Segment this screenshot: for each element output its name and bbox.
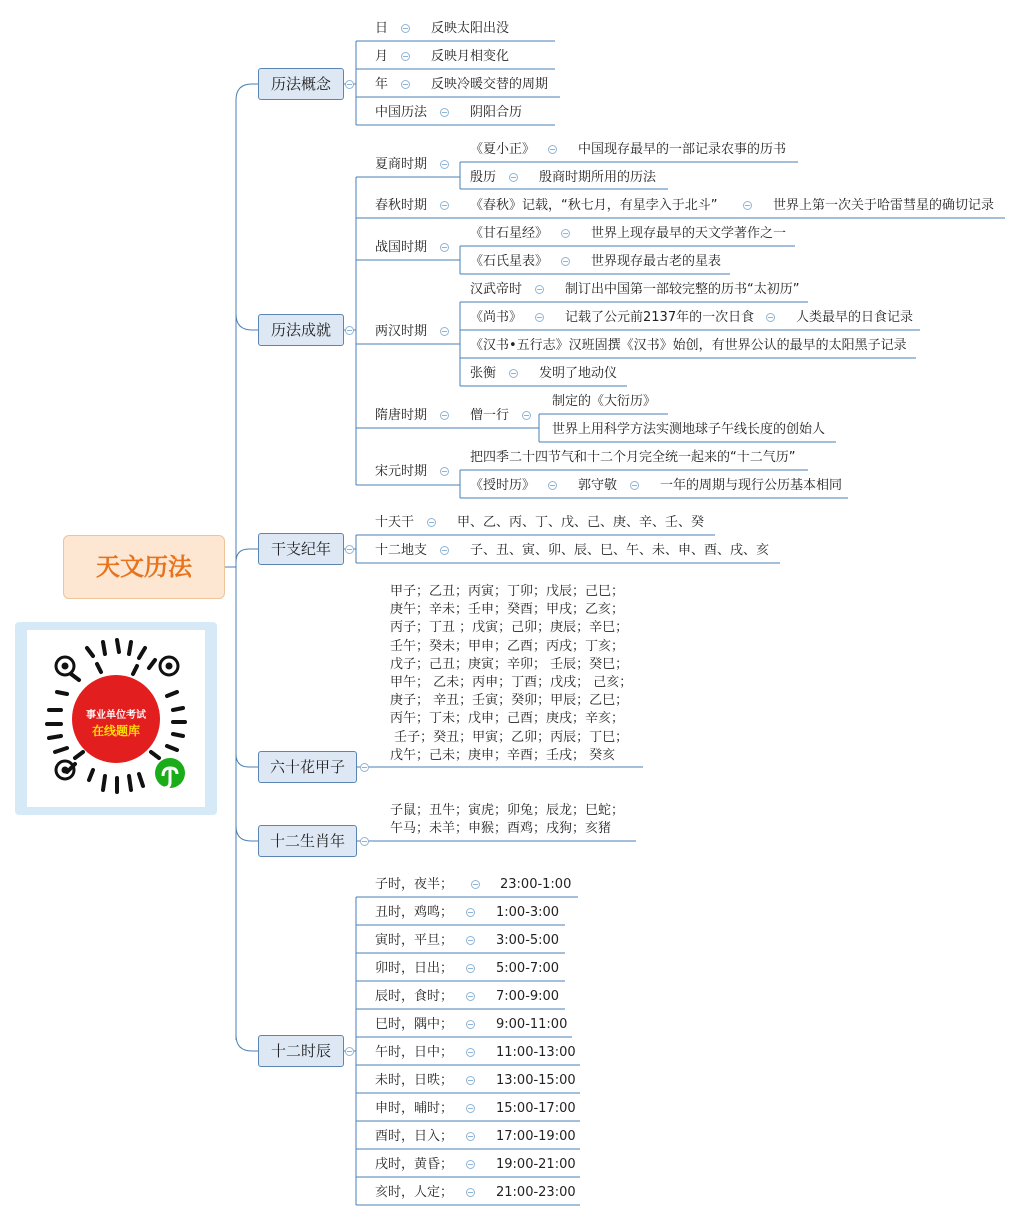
collapse-toggle-icon[interactable] <box>466 1132 475 1141</box>
collapse-toggle-icon[interactable] <box>766 313 775 322</box>
shichen-name[interactable]: 巳时，隅中； <box>375 1017 454 1032</box>
category-zodiac-year[interactable]: 十二生肖年 <box>258 825 357 857</box>
node-hanshu-sunspot[interactable]: 《汉书•五行志》汉班固撰《汉书》始创，有世界公认的最早的太阳黑子记录 <box>470 338 907 353</box>
shichen-name[interactable]: 亥时，人定； <box>375 1185 454 1200</box>
node-twelve-qi-calendar[interactable]: 把四季二十四节气和十二个月完全统一起来的“十二气历” <box>470 450 796 465</box>
node-xiaxiaozheng-desc[interactable]: 中国现存最早的一部记录农事的历书 <box>578 142 787 157</box>
node-han-wudi[interactable]: 汉武帝时 <box>470 282 523 297</box>
collapse-toggle-icon[interactable] <box>440 243 449 252</box>
node-zhang-heng[interactable]: 张衡 <box>470 366 497 381</box>
node-earthly-branches[interactable]: 十二地支 <box>375 543 428 558</box>
node-shangshu-eclipse[interactable]: 记载了公元前2137年的一次日食 <box>565 310 755 325</box>
shichen-name[interactable]: 卯时，日出； <box>375 961 454 976</box>
node-month-desc[interactable]: 反映月相变化 <box>431 49 510 64</box>
collapse-toggle-icon[interactable] <box>466 1020 475 1029</box>
collapse-toggle-icon[interactable] <box>345 1047 354 1056</box>
shichen-time[interactable]: 13:00-15:00 <box>496 1073 576 1088</box>
collapse-toggle-icon[interactable] <box>427 518 436 527</box>
shichen-name[interactable]: 子时，夜半； <box>375 877 454 892</box>
collapse-toggle-icon[interactable] <box>345 545 354 554</box>
collapse-toggle-icon[interactable] <box>466 908 475 917</box>
node-heavenly-stems-list[interactable]: 甲、乙、丙、丁、戊、己、庚、辛、壬、癸 <box>457 515 705 530</box>
node-yixing[interactable]: 僧一行 <box>470 408 510 423</box>
collapse-toggle-icon[interactable] <box>466 1188 475 1197</box>
node-yin-calendar-desc[interactable]: 殷商时期所用的历法 <box>539 170 657 185</box>
shichen-name[interactable]: 酉时，日入； <box>375 1129 454 1144</box>
collapse-toggle-icon[interactable] <box>743 201 752 210</box>
node-day-desc[interactable]: 反映太阳出没 <box>431 21 510 36</box>
node-meridian-measure[interactable]: 世界上用科学方法实测地球子午线长度的创始人 <box>552 422 826 437</box>
node-xiaxiaozheng[interactable]: 《夏小正》 <box>470 142 536 157</box>
node-gan-shi-desc[interactable]: 世界上现存最早的天文学著作之一 <box>591 226 787 241</box>
collapse-toggle-icon[interactable] <box>360 837 369 846</box>
node-spring-autumn[interactable]: 春秋时期 <box>375 198 428 213</box>
collapse-toggle-icon[interactable] <box>630 481 639 490</box>
collapse-toggle-icon[interactable] <box>535 285 544 294</box>
collapse-toggle-icon[interactable] <box>466 936 475 945</box>
category-ganzhi-year[interactable]: 干支纪年 <box>258 533 344 565</box>
shichen-time[interactable]: 1:00-3:00 <box>496 905 560 920</box>
qr-label-top: 事业单位考试 <box>86 710 146 721</box>
collapse-toggle-icon[interactable] <box>509 173 518 182</box>
node-shoushi-desc[interactable]: 一年的周期与现行公历基本相同 <box>660 478 843 493</box>
shichen-time[interactable]: 7:00-9:00 <box>496 989 560 1004</box>
collapse-toggle-icon[interactable] <box>548 481 557 490</box>
node-seismograph[interactable]: 发明了地动仪 <box>539 366 618 381</box>
collapse-toggle-icon[interactable] <box>522 411 531 420</box>
node-gan-shi-star-classic[interactable]: 《甘石星经》 <box>470 226 549 241</box>
node-sixty-jiazi-list[interactable]: 甲子；乙丑；丙寅；丁卯；戊辰；己巳； 庚午；辛未；壬申；癸酉；甲戌；乙亥； 丙子；丁丑 ；戊寅；己卯；庚辰；辛巳； 壬午；癸未；甲申；乙酉；丙戌；丁亥； 戊子；己丑；庚寅；辛卯； 壬辰；癸巳； 甲午； 乙未；丙申；丁酉；戊戌； 己亥； 庚子； 辛丑；壬寅；癸卯；甲辰；乙巳； 丙午；丁未；戊申；己酉；庚戌；辛亥； 壬子；癸丑；甲寅；乙卯；丙辰；丁巳； 戊午；己未；庚申；辛酉；壬戌； 癸亥 <box>390 584 633 763</box>
collapse-toggle-icon[interactable] <box>561 229 570 238</box>
collapse-toggle-icon[interactable] <box>440 160 449 169</box>
collapse-toggle-icon[interactable] <box>440 108 449 117</box>
collapse-toggle-icon[interactable] <box>440 201 449 210</box>
shichen-name[interactable]: 寅时，平旦； <box>375 933 454 948</box>
category-twelve-hours[interactable]: 十二时辰 <box>258 1035 344 1067</box>
node-earliest-eclipse[interactable]: 人类最早的日食记录 <box>796 310 914 325</box>
collapse-toggle-icon[interactable] <box>466 1076 475 1085</box>
shichen-time[interactable]: 5:00-7:00 <box>496 961 560 976</box>
collapse-toggle-icon[interactable] <box>440 467 449 476</box>
node-shoushi-calendar[interactable]: 《授时历》 <box>470 478 536 493</box>
node-year-desc[interactable]: 反映冷暖交替的周期 <box>431 77 549 92</box>
collapse-toggle-icon[interactable] <box>345 326 354 335</box>
node-earthly-branches-list[interactable]: 子、丑、寅、卯、辰、巳、午、未、申、酉、戌、亥 <box>470 543 770 558</box>
collapse-toggle-icon[interactable] <box>561 257 570 266</box>
node-yin-calendar[interactable]: 殷历 <box>470 170 497 185</box>
node-sui-tang[interactable]: 隋唐时期 <box>375 408 428 423</box>
node-day[interactable]: 日 <box>375 21 389 36</box>
node-song-yuan[interactable]: 宋元时期 <box>375 464 428 479</box>
shichen-time[interactable]: 21:00-23:00 <box>496 1185 576 1200</box>
node-xia-shang[interactable]: 夏商时期 <box>375 157 428 172</box>
node-chunqiu-record[interactable]: 《春秋》记载，“秋七月，有星孛入于北斗” <box>470 198 718 213</box>
collapse-toggle-icon[interactable] <box>466 1160 475 1169</box>
collapse-toggle-icon[interactable] <box>466 1048 475 1057</box>
shichen-time[interactable]: 3:00-5:00 <box>496 933 560 948</box>
node-chinese-calendar[interactable]: 中国历法 <box>375 105 428 120</box>
collapse-toggle-icon[interactable] <box>360 763 369 772</box>
collapse-toggle-icon[interactable] <box>401 24 410 33</box>
node-year[interactable]: 年 <box>375 77 389 92</box>
node-shi-star-table-desc[interactable]: 世界现存最古老的星表 <box>591 254 722 269</box>
shichen-time[interactable]: 15:00-17:00 <box>496 1101 576 1116</box>
collapse-toggle-icon[interactable] <box>401 80 410 89</box>
shichen-name[interactable]: 丑时，鸡鸣； <box>375 905 454 920</box>
collapse-toggle-icon[interactable] <box>345 80 354 89</box>
node-zodiac-list[interactable]: 子鼠；丑牛；寅虎；卯兔；辰龙；巳蛇； 午马；未羊；申猴；酉鸡；戌狗；亥猪 <box>390 803 625 837</box>
shichen-time[interactable]: 19:00-21:00 <box>496 1157 576 1172</box>
collapse-toggle-icon[interactable] <box>440 546 449 555</box>
collapse-toggle-icon[interactable] <box>535 313 544 322</box>
shichen-name[interactable]: 戌时，黄昏； <box>375 1157 454 1172</box>
category-calendar-concepts[interactable]: 历法概念 <box>258 68 344 100</box>
node-guo-shoujing[interactable]: 郭守敬 <box>578 478 618 493</box>
shichen-time[interactable]: 9:00-11:00 <box>496 1017 568 1032</box>
node-warring-states[interactable]: 战国时期 <box>375 240 428 255</box>
collapse-toggle-icon[interactable] <box>440 411 449 420</box>
node-dayan-calendar[interactable]: 制定的《大衍历》 <box>552 394 657 409</box>
node-heavenly-stems[interactable]: 十天干 <box>375 515 415 530</box>
shichen-time[interactable]: 17:00-19:00 <box>496 1129 576 1144</box>
collapse-toggle-icon[interactable] <box>509 369 518 378</box>
collapse-toggle-icon[interactable] <box>440 327 449 336</box>
node-month[interactable]: 月 <box>375 49 389 64</box>
shichen-name[interactable]: 申时，晡时； <box>375 1101 454 1116</box>
shichen-name[interactable]: 午时，日中； <box>375 1045 454 1060</box>
node-shangshu[interactable]: 《尚书》 <box>470 310 523 325</box>
collapse-toggle-icon[interactable] <box>466 964 475 973</box>
collapse-toggle-icon[interactable] <box>466 992 475 1001</box>
node-halley-comet[interactable]: 世界上第一次关于哈雷彗星的确切记录 <box>773 198 995 213</box>
category-sixty-jiazi[interactable]: 六十花甲子 <box>258 751 357 783</box>
shichen-name[interactable]: 辰时，食时； <box>375 989 454 1004</box>
collapse-toggle-icon[interactable] <box>471 880 480 889</box>
qr-label-bottom: 在线题库 <box>91 724 140 738</box>
node-shi-star-table[interactable]: 《石氏星表》 <box>470 254 549 269</box>
shichen-time[interactable]: 23:00-1:00 <box>500 877 572 892</box>
shichen-time[interactable]: 11:00-13:00 <box>496 1045 576 1060</box>
collapse-toggle-icon[interactable] <box>401 52 410 61</box>
shichen-name[interactable]: 未时，日昳； <box>375 1073 454 1088</box>
node-chinese-calendar-desc[interactable]: 阴阳合历 <box>470 105 523 120</box>
collapse-toggle-icon[interactable] <box>548 145 557 154</box>
node-taichu-calendar[interactable]: 制订出中国第一部较完整的历书“太初历” <box>565 282 800 297</box>
category-calendar-achievements[interactable]: 历法成就 <box>258 314 344 346</box>
mini-program-qr-code[interactable] <box>15 622 217 815</box>
collapse-toggle-icon[interactable] <box>466 1104 475 1113</box>
node-han-dynasty[interactable]: 两汉时期 <box>375 324 428 339</box>
root-topic[interactable]: 天文历法 <box>63 535 225 599</box>
